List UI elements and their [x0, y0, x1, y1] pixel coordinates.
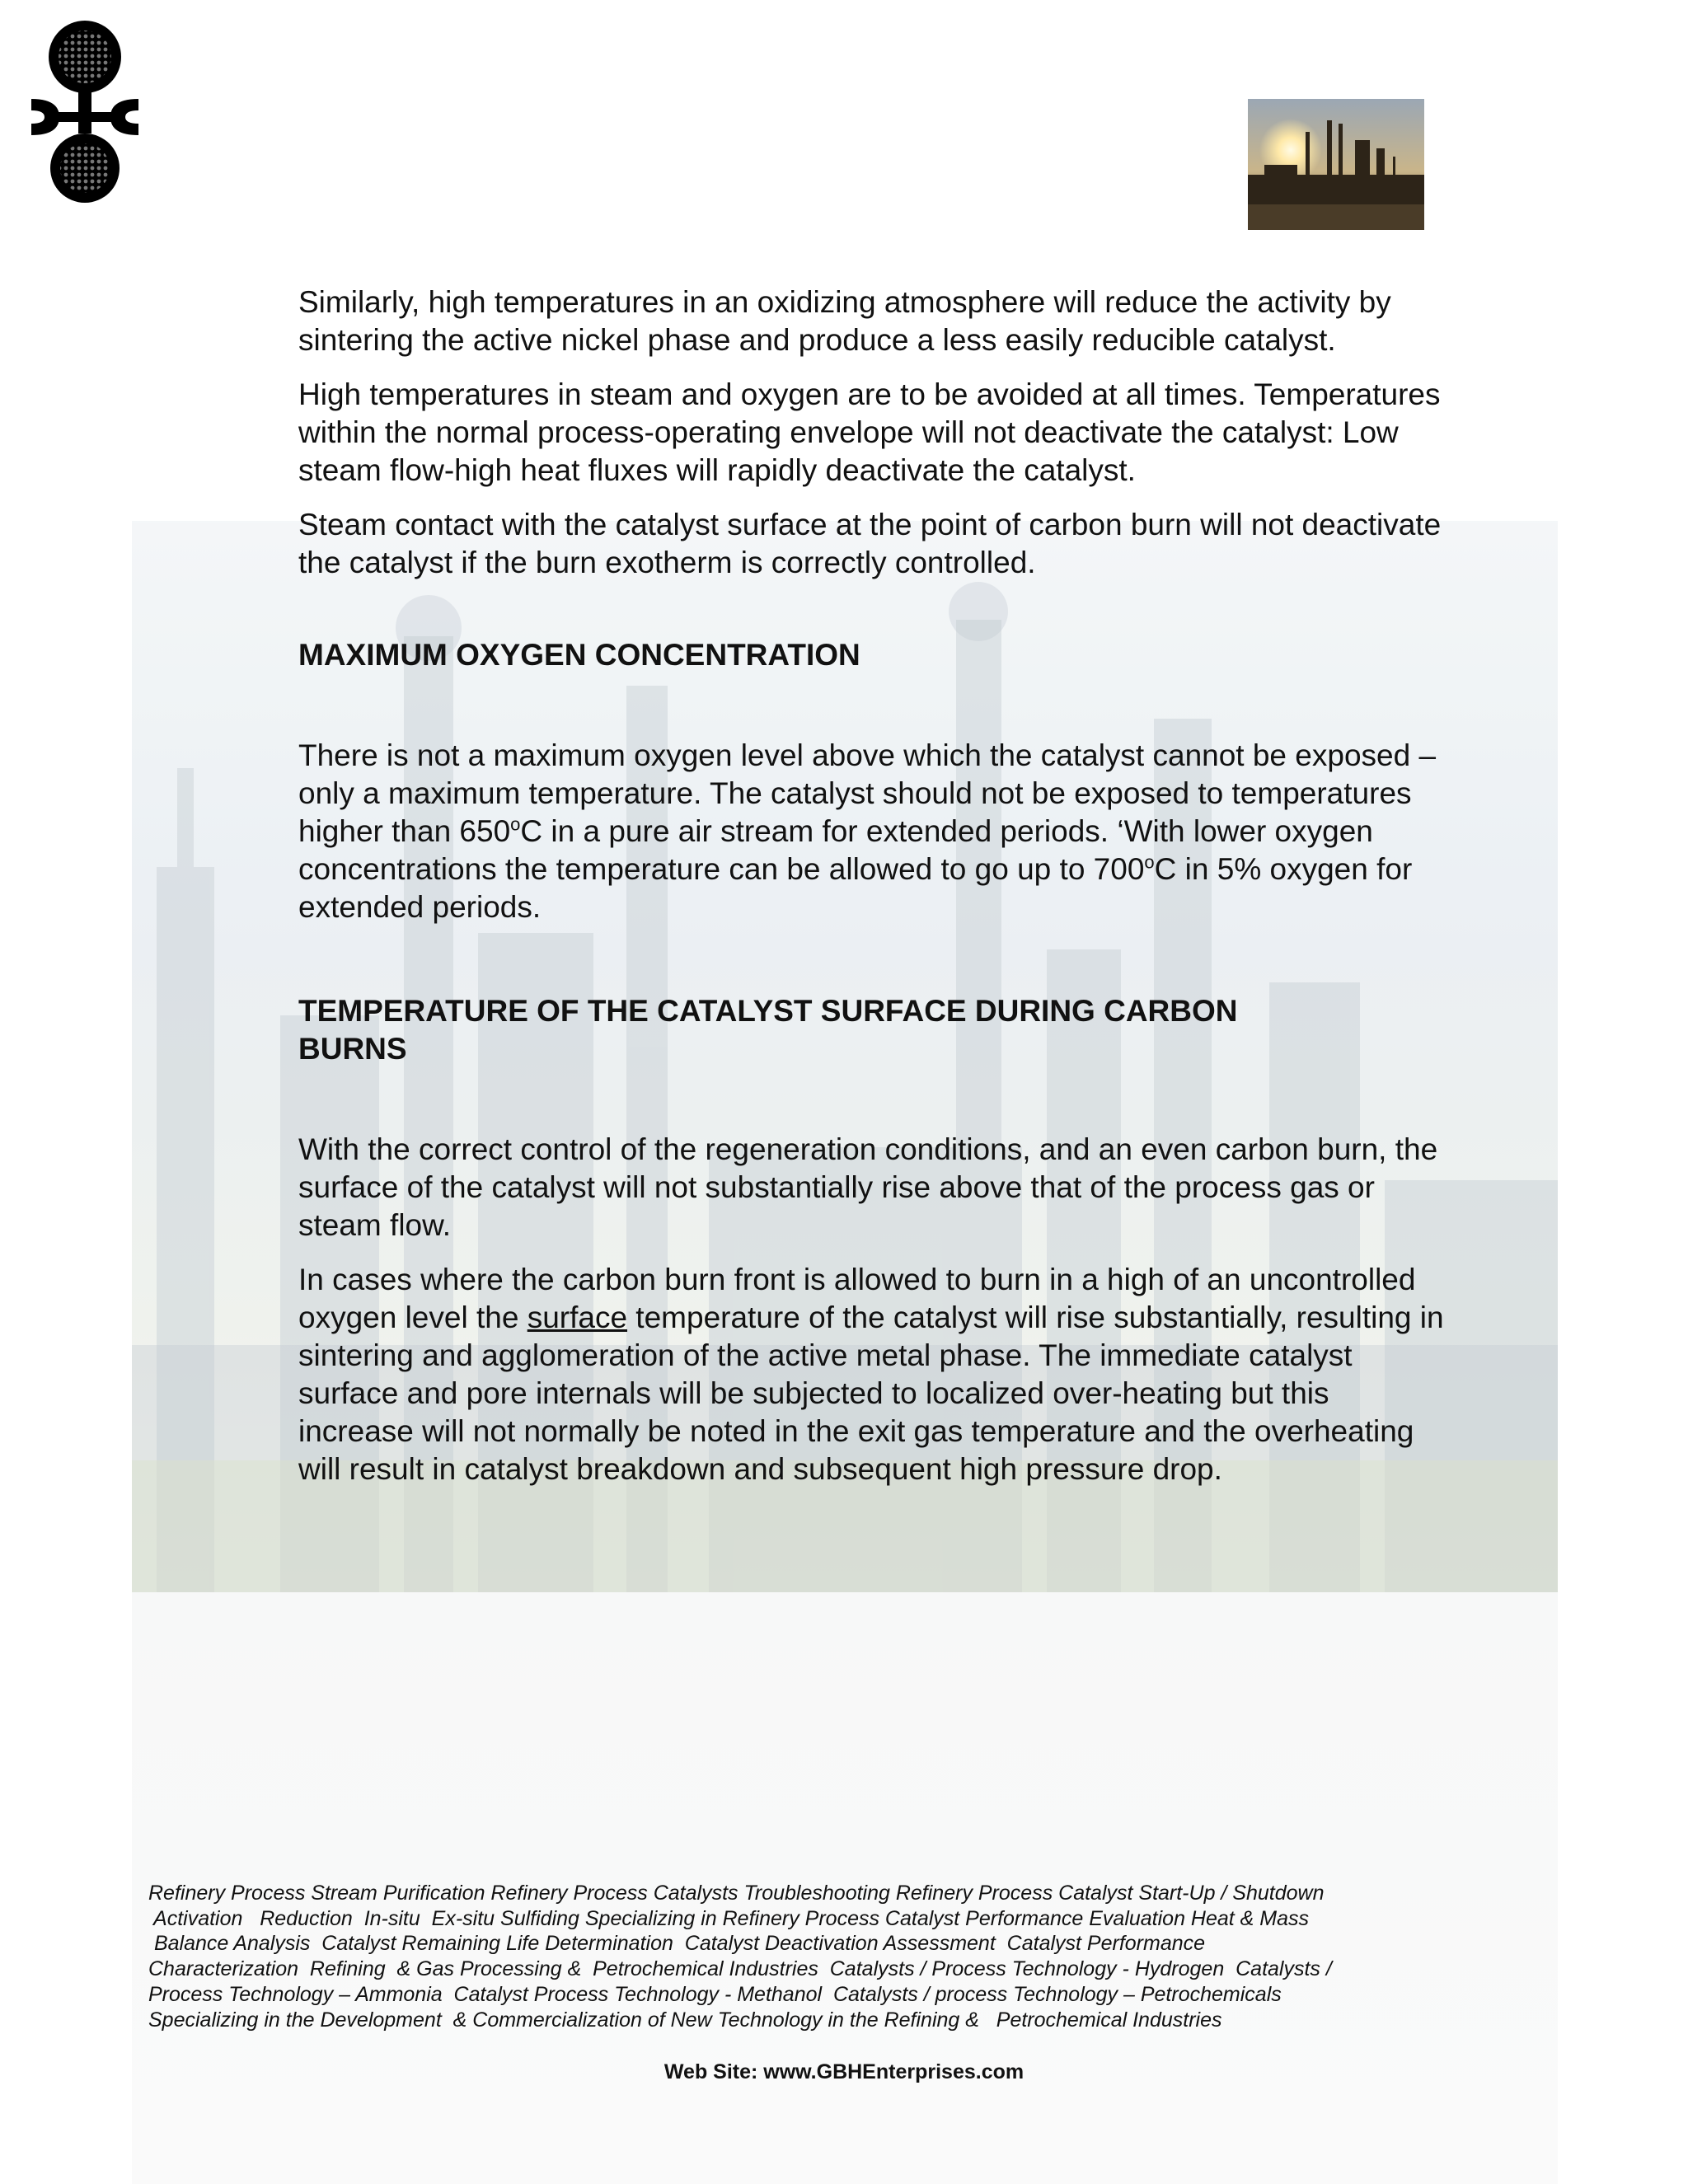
paragraph-correct-control: With the correct control of the regeneration conditions, and an even carbon burn, the surface of the catalyst will not substantially rise above that of the process gas or steam flow.: [298, 1132, 1438, 1242]
paragraph-sintering: Similarly, high temperatures in an oxidizing atmosphere will reduce the activity by sintering the active nickel phase and produce a less easily reducible catalyst.: [298, 285, 1391, 357]
footer-line: Specializing in the Development & Commercialization of New Technology in the Refining & Petrochemical Industries: [148, 2008, 1222, 2032]
degree-sup-2: o: [1144, 851, 1155, 873]
burn-text-a: In cases where the carbon burn front is allowed to burn in a high of an uncontrolled oxygen level the: [298, 1263, 1416, 1334]
footer-line: Refinery Process Stream Purification Refinery Process Catalysts Troubleshooting Refinery Process Catalyst Start-Up / Shutdown: [148, 1882, 1325, 1905]
heading-line-1: TEMPERATURE OF THE CATALYST SURFACE DURING CARBON: [298, 994, 1238, 1028]
footer-line: Characterization Refining & Gas Processing & Petrochemical Industries Catalysts / Process Technology - Hydrogen Catalysts /: [148, 1957, 1332, 1981]
underlined-word-surface: surface: [527, 1301, 628, 1334]
oxygen-text-c: C in 5% oxygen for extended periods.: [298, 852, 1413, 924]
heading-line-2: BURNS: [298, 1032, 407, 1066]
heading-catalyst-surface-temperature: [298, 992, 1452, 1068]
footer-line: Activation Reduction In-situ Ex-situ Sulfiding Specializing in Refinery Process Catalyst Performance Evaluation Heat & Mass: [148, 1906, 1310, 1930]
degree-sup-1: o: [510, 813, 521, 835]
paragraph-uncontrolled-burn: [298, 1261, 1452, 1488]
footer-services: [148, 1881, 1434, 2032]
website-link[interactable]: Web Site: www.GBHEnterprises.com: [663, 2060, 1025, 2083]
paragraph-steam-contact: Steam contact with the catalyst surface at the point of carbon burn will not deactivate the catalyst if the burn exotherm is correctly controlled.: [298, 508, 1442, 579]
company-logo: [30, 20, 140, 203]
footer-line: Process Technology – Ammonia Catalyst Process Technology - Methanol Catalysts / process Technology – Petrochemicals: [148, 1982, 1282, 2006]
oxygen-text-b: C in a pure air stream for extended periods. ‘With lower oxygen concentrations the temperature can be allowed to go up to 700: [298, 814, 1373, 886]
paragraph-high-temperatures: High temperatures in steam and oxygen are to be avoided at all times. Temperatures within the normal process-operating envelope will not deactivate the catalyst: Low steam flow-high heat fluxes will rapidly deactivate the catalyst.: [298, 377, 1441, 487]
paragraph-oxygen-level: [298, 737, 1452, 926]
heading-max-oxygen: MAXIMUM OXYGEN CONCENTRATION: [298, 638, 860, 672]
document-body: [298, 284, 1452, 1505]
burn-text-b: temperature of the catalyst will rise substantially, resulting in sintering and agglomeration of the active metal phase. The immediate catalyst surface and pore internals will be subjected to localized over-heating but this increase will not normally be noted in the exit gas temperature and the overheating will result in catalyst breakdown and subsequent high pressure drop.: [298, 1301, 1444, 1486]
footer-line: Balance Analysis Catalyst Remaining Life Determination Catalyst Deactivation Assessment Catalyst Performance: [148, 1932, 1206, 1956]
refinery-sunset-photo: [1248, 99, 1424, 230]
oxygen-text-a: There is not a maximum oxygen level above which the catalyst cannot be exposed – only a maximum temperature. The catalyst should not be exposed to temperatures higher than 650: [298, 738, 1437, 848]
